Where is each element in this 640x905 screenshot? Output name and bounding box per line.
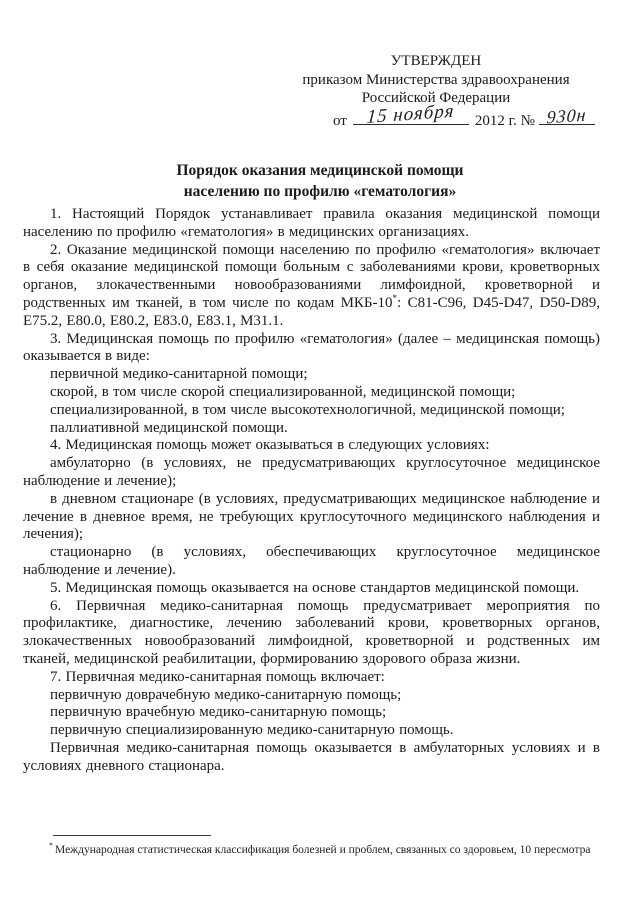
date-prefix: от [333,113,347,130]
paragraph-7-item-2: первичную врачебную медико-санитарную помощь; [50,704,387,721]
paragraph-4-item-1: амбулаторно (в условиях, не предусматривающих круглосуточное медицинское наблюдение и лечение); [23,455,600,489]
paragraph-2-text: 2. Оказание медицинской помощи населению по профилю «гематология» включает в себя оказание медицинской помощи больным с заболеваниями крови, кроветворных органов, злокачественными новообразованиями лимфоидной, кроветворной и родственных им тканей, в том числе по кодам МКБ-10 [23,241,600,311]
footnote-marker: * [49,841,53,850]
paragraph-6: 6. Первичная медико-санитарная помощь предусматривает мероприятия по профилактике, диагностике, лечению заболеваний крови, кроветворных органов, злокачественных новообразований лимфоидной, кроветворной и родственных им тканей, медицинской реабилитации, формированию здорового образа жизни. [23,597,600,667]
document-body [23,206,600,776]
date-blank-line [353,101,469,129]
approval-block [285,52,587,131]
paragraph-3-item-1: первичной медико-санитарной помощи; [50,366,308,383]
paragraph-2 [23,242,600,331]
handwritten-number: 930н [545,104,588,128]
paragraph-4-item-2: в дневном стационаре (в условиях, предусматривающих медицинское наблюдение и лечение в дневное время, не требующих круглосуточного медицинского наблюдения и лечения); [23,490,600,543]
paragraph-4: 4. Медицинская помощь может оказываться в следующих условиях: [50,437,490,454]
paragraph-7: 7. Первичная медико-санитарная помощь включает: [50,668,385,685]
footnote-reference-asterisk: * [392,292,398,303]
footnote-separator [53,835,211,836]
handwritten-date: 15 ноября [365,101,456,129]
document-title [0,161,640,202]
paragraph-5: 5. Медицинская помощь оказывается на основе стандартов медицинской помощи. [50,579,580,596]
footnote-text: Международная статистическая классификация болезней и проблем, связанных со здоровьем, 10 пересмотра [55,843,591,856]
document-title-line1: Порядок оказания медицинской помощи [176,162,464,179]
document-title-line2: населению по профилю «гематология» [183,182,457,200]
paragraph-3-item-2: скорой, в том числе скорой специализированной, медицинской помощи; [50,383,516,400]
paragraph-3-item-3: специализированной, в том числе высокотехнологичной, медицинской помощи; [50,401,565,418]
number-blank-line [539,104,595,128]
approval-date-row [285,101,588,131]
paragraph-1: 1. Настоящий Порядок устанавливает правила оказания медицинской помощи населению по профилю «гематология» в медицинских организациях. [23,206,600,240]
paragraph-3-item-4: паллиативной медицинской помощи. [50,419,288,436]
footnote [23,839,600,857]
date-suffix: 2012 г. № [474,113,535,130]
paragraph-7-item-1: первичную доврачебную медико-санитарную помощь; [50,686,402,703]
footnote-area [23,835,600,857]
paragraph-3: 3. Медицинская помощь по профилю «гематология» (далее – медицинская помощь) оказывается в виде: [23,330,600,365]
paragraph-4-item-3: стационарно (в условиях, обеспечивающих круглосуточное медицинское наблюдение и лечение). [23,544,600,578]
paragraph-2-codes: : C81-C96, D45-D47, D50-D89, E75.2, E80.0, E80.2, E83.0, E83.1, M31.1. [23,294,600,329]
approval-line-approved: УТВЕРЖДЕН [390,53,482,69]
paragraph-7-item-3: первичную специализированную медико-санитарную помощь. [50,722,454,739]
paragraph-7-closing: Первичная медико-санитарная помощь оказывается в амбулаторных условиях и в условиях дневного стационара. [23,739,600,774]
approval-line-order: приказом Министерства здравоохранения [302,71,570,88]
approval-line-country: Российской Федерации [361,90,511,107]
